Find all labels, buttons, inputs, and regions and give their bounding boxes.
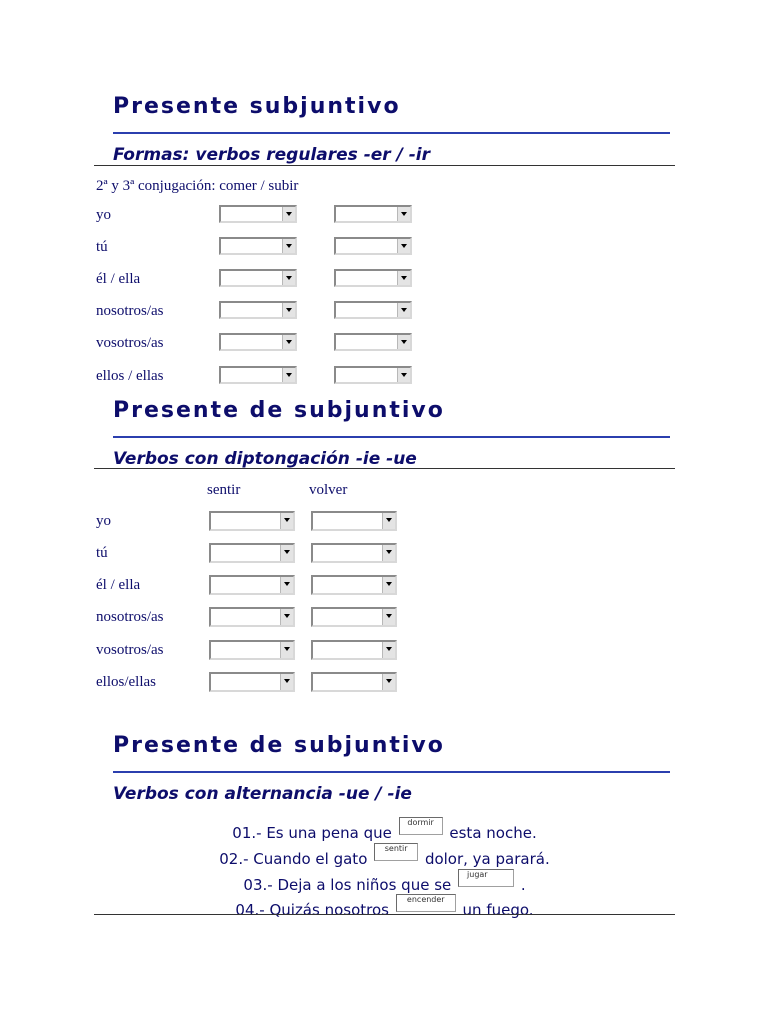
- chevron-down-icon: [397, 207, 410, 221]
- s1-yo-subir-select[interactable]: [334, 205, 412, 223]
- sentence-02-before: 02.- Cuando el gato: [219, 850, 368, 868]
- s1-row-label-vosotros: vosotros/as: [96, 335, 164, 351]
- sentence-04-hint: encender: [406, 895, 445, 904]
- s2-vosotros-sentir-select[interactable]: [209, 640, 295, 660]
- s2-column-header-volver: volver: [309, 482, 348, 498]
- s1-ellos-comer-select[interactable]: [219, 366, 297, 384]
- section-1-subtitle-rule: [94, 165, 675, 166]
- section-2-title-rule: [113, 436, 670, 438]
- chevron-down-icon: [280, 513, 293, 529]
- sentence-03-hint: jugar: [467, 870, 488, 879]
- s1-el-comer-select[interactable]: [219, 269, 297, 287]
- s2-el-sentir-select[interactable]: [209, 575, 295, 595]
- sentence-03-after: .: [520, 876, 526, 894]
- s2-row-label-tu: tú: [96, 545, 108, 561]
- s2-row-label-el-ella: él / ella: [96, 577, 141, 593]
- chevron-down-icon: [382, 609, 395, 625]
- s1-row-label-yo: yo: [96, 207, 111, 223]
- s2-nosotros-sentir-select[interactable]: [209, 607, 295, 627]
- chevron-down-icon: [397, 368, 410, 382]
- sentence-03-before: 03.- Deja a los niños que se: [243, 876, 452, 894]
- chevron-down-icon: [382, 513, 395, 529]
- sentence-04-after: un fuego.: [462, 901, 534, 919]
- s1-row-label-ellos: ellos / ellas: [96, 368, 164, 384]
- exercise-sentence-04: [94, 894, 675, 919]
- chevron-down-icon: [282, 368, 295, 382]
- s2-tu-volver-select[interactable]: [311, 543, 397, 563]
- exercise-sentence-01: [94, 817, 675, 842]
- s2-row-label-nosotros: nosotros/as: [96, 609, 164, 625]
- chevron-down-icon: [397, 239, 410, 253]
- chevron-down-icon: [282, 303, 295, 317]
- chevron-down-icon: [382, 642, 395, 658]
- section-1-title-rule: [113, 132, 670, 134]
- chevron-down-icon: [280, 674, 293, 690]
- chevron-down-icon: [382, 674, 395, 690]
- section-3-subtitle: Verbos con alternancia -ue / -ie: [113, 784, 412, 804]
- s2-column-header-sentir: sentir: [207, 482, 241, 498]
- s1-nosotros-comer-select[interactable]: [219, 301, 297, 319]
- s1-row-label-tu: tú: [96, 239, 108, 255]
- sentence-04-answer-input[interactable]: [396, 894, 456, 912]
- s2-row-label-yo: yo: [96, 513, 111, 529]
- chevron-down-icon: [282, 335, 295, 349]
- s2-yo-volver-select[interactable]: [311, 511, 397, 531]
- chevron-down-icon: [282, 207, 295, 221]
- sentence-01-answer-input[interactable]: [399, 817, 443, 835]
- chevron-down-icon: [280, 642, 293, 658]
- chevron-down-icon: [280, 609, 293, 625]
- s1-vosotros-comer-select[interactable]: [219, 333, 297, 351]
- section-2-subtitle-rule: [94, 468, 675, 469]
- s2-ellos-sentir-select[interactable]: [209, 672, 295, 692]
- s1-vosotros-subir-select[interactable]: [334, 333, 412, 351]
- s2-yo-sentir-select[interactable]: [209, 511, 295, 531]
- chevron-down-icon: [382, 577, 395, 593]
- sentence-01-before: 01.- Es una pena que: [232, 824, 392, 842]
- section-1-title: Presente subjuntivo: [113, 94, 401, 119]
- sentence-04-before: 04.- Quizás nosotros: [235, 901, 389, 919]
- section-3-title-rule: [113, 771, 670, 773]
- section-3-title: Presente de subjuntivo: [113, 733, 445, 758]
- exercise-sentence-02: [94, 843, 675, 868]
- sentence-01-hint: dormir: [407, 818, 434, 827]
- exercise-sentence-03: [94, 869, 675, 894]
- chevron-down-icon: [397, 335, 410, 349]
- chevron-down-icon: [282, 239, 295, 253]
- s1-tu-subir-select[interactable]: [334, 237, 412, 255]
- s1-row-label-nosotros: nosotros/as: [96, 303, 164, 319]
- chevron-down-icon: [282, 271, 295, 285]
- section-2-subtitle: Verbos con diptongación -ie -ue: [113, 449, 417, 469]
- s1-yo-comer-select[interactable]: [219, 205, 297, 223]
- chevron-down-icon: [382, 545, 395, 561]
- sentence-02-hint: sentir: [384, 844, 408, 853]
- s2-ellos-volver-select[interactable]: [311, 672, 397, 692]
- chevron-down-icon: [397, 303, 410, 317]
- sentence-03-answer-input[interactable]: [458, 869, 514, 887]
- section-2-title: Presente de subjuntivo: [113, 398, 445, 423]
- sentence-01-after: esta noche.: [449, 824, 537, 842]
- s1-ellos-subir-select[interactable]: [334, 366, 412, 384]
- sentence-02-after: dolor, ya parará.: [424, 850, 550, 868]
- chevron-down-icon: [280, 577, 293, 593]
- s2-vosotros-volver-select[interactable]: [311, 640, 397, 660]
- section-3-bottom-rule: [94, 914, 675, 915]
- s2-row-label-vosotros: vosotros/as: [96, 642, 164, 658]
- section-1-subtitle: Formas: verbos regulares -er / -ir: [113, 145, 430, 165]
- s1-tu-comer-select[interactable]: [219, 237, 297, 255]
- s2-nosotros-volver-select[interactable]: [311, 607, 397, 627]
- chevron-down-icon: [280, 545, 293, 561]
- sentence-02-answer-input[interactable]: [374, 843, 418, 861]
- chevron-down-icon: [397, 271, 410, 285]
- s2-el-volver-select[interactable]: [311, 575, 397, 595]
- s1-el-subir-select[interactable]: [334, 269, 412, 287]
- s2-row-label-ellos: ellos/ellas: [96, 674, 156, 690]
- section-1-intro: 2ª y 3ª conjugación: comer / subir: [96, 178, 299, 194]
- s1-nosotros-subir-select[interactable]: [334, 301, 412, 319]
- s2-tu-sentir-select[interactable]: [209, 543, 295, 563]
- s1-row-label-el-ella: él / ella: [96, 271, 141, 287]
